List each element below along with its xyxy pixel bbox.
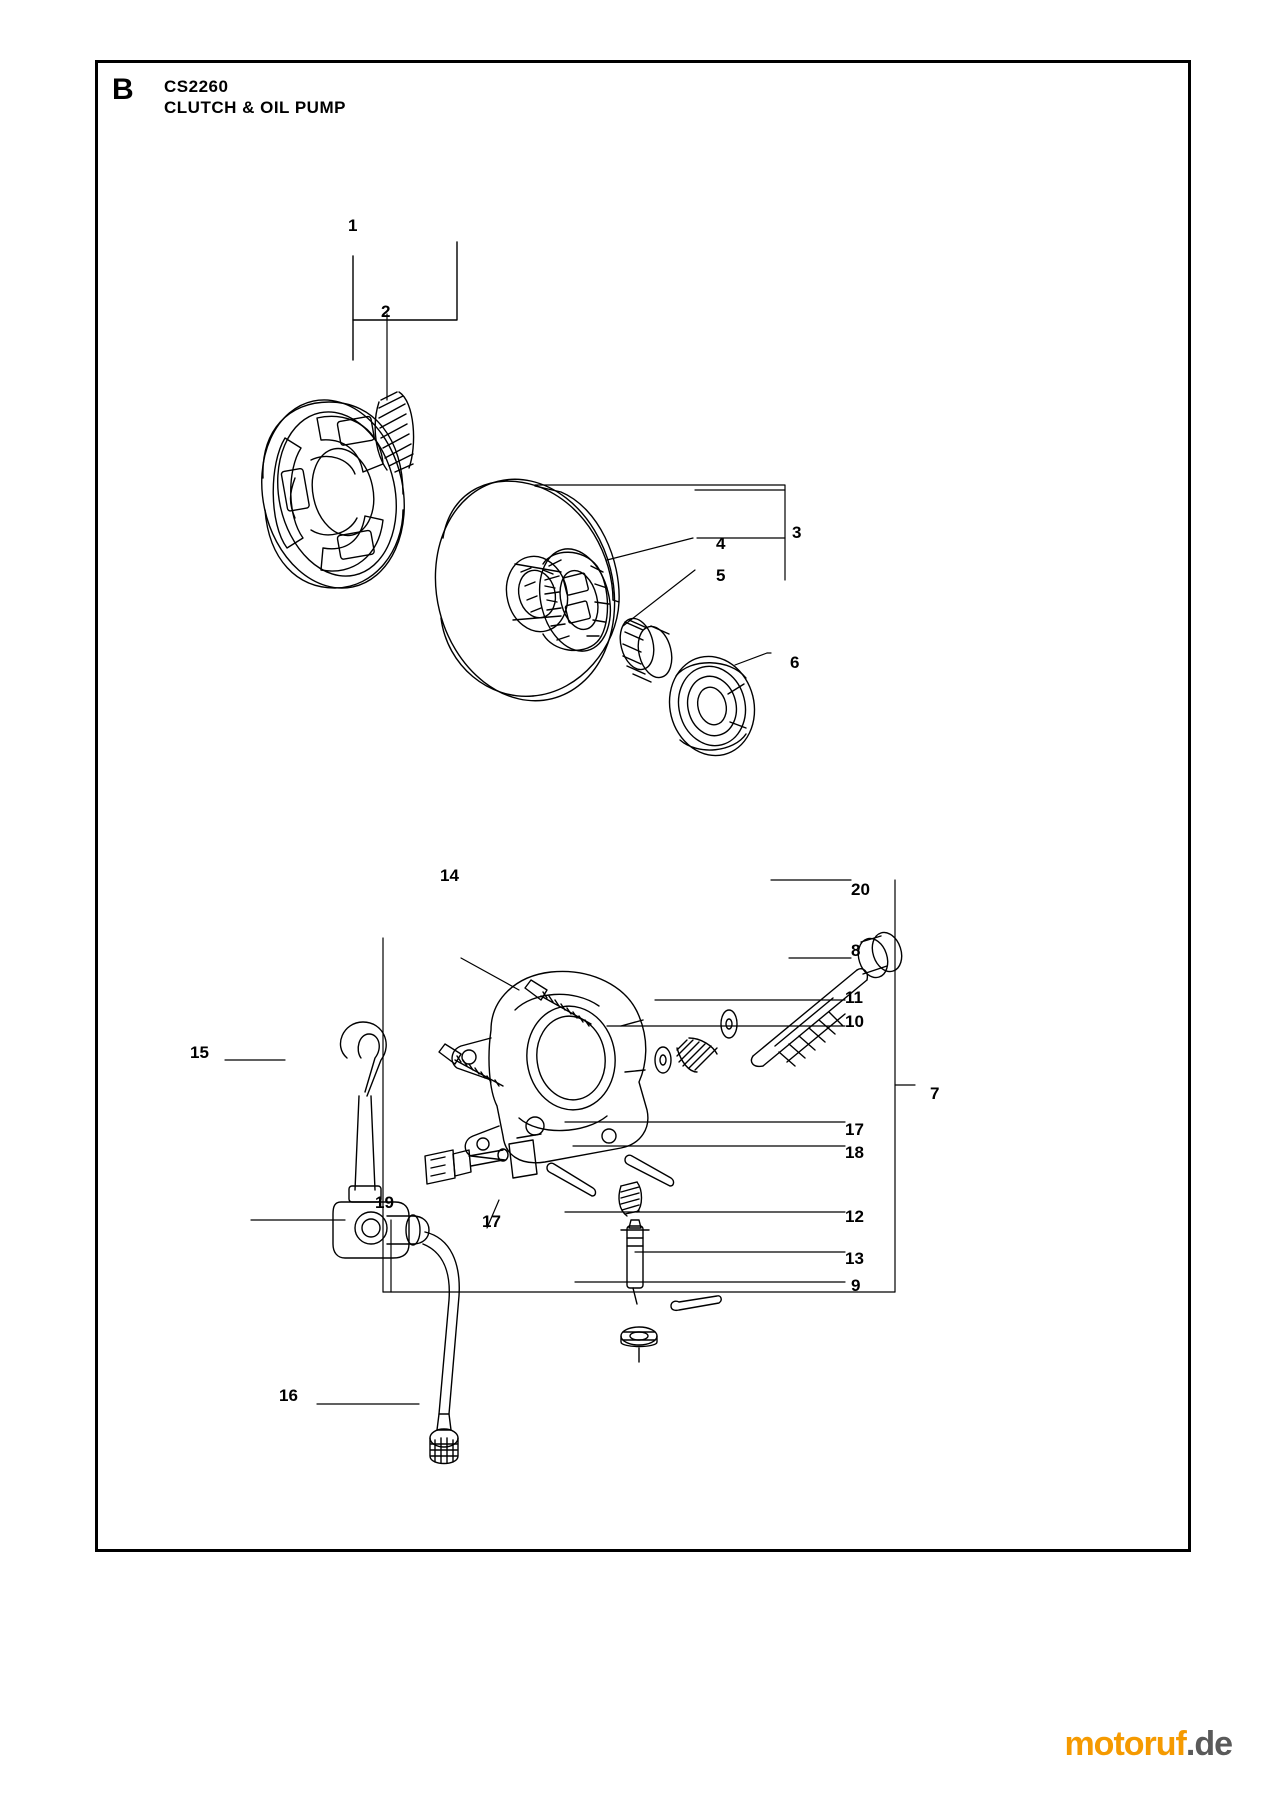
callout-19: 19 <box>375 1193 394 1212</box>
callout-10: 10 <box>845 1012 864 1031</box>
callout-5: 5 <box>716 566 726 585</box>
leader-1 <box>353 242 457 320</box>
part-connector-19 <box>425 1134 541 1184</box>
part-spring-18 <box>619 1182 642 1216</box>
part-spring-washer <box>659 647 765 764</box>
leader-5 <box>623 570 695 626</box>
part-screw-14 <box>525 980 591 1026</box>
callout-12: 12 <box>845 1207 864 1226</box>
callout-14: 14 <box>440 866 459 885</box>
callout-4: 4 <box>716 534 726 553</box>
part-pin-13 <box>671 1296 721 1310</box>
section-title: CLUTCH & OIL PUMP <box>164 98 346 117</box>
part-clutch-assembly <box>245 387 421 602</box>
part-pin-17b <box>625 1155 674 1186</box>
part-spring-11 <box>677 1038 717 1072</box>
leader-14 <box>461 958 519 990</box>
callout-3: 3 <box>792 523 802 542</box>
callout-16: 16 <box>279 1386 298 1405</box>
callout-20: 20 <box>851 880 870 899</box>
part-pin-17a <box>547 1163 596 1196</box>
part-oil-hose-assembly <box>333 1022 459 1464</box>
model-code: CS2260 <box>164 77 229 96</box>
callout-15: 15 <box>190 1043 209 1062</box>
part-worm-shaft <box>751 929 906 1067</box>
callout-13: 13 <box>845 1249 864 1268</box>
leader-3a <box>535 485 785 538</box>
callout-11: 11 <box>845 988 863 1007</box>
callout-8: 8 <box>851 941 861 960</box>
leader-6 <box>735 653 767 665</box>
callout-7: 7 <box>930 1084 940 1103</box>
part-oil-pump-housing <box>452 971 648 1162</box>
part-washer-11b <box>721 1010 737 1038</box>
part-clutch-drum <box>413 460 638 720</box>
leader-4 <box>607 538 693 560</box>
site-watermark <box>1064 1725 1232 1764</box>
watermark-brand: motoruf <box>1064 1725 1186 1763</box>
section-letter: B <box>112 73 134 106</box>
callout-2: 2 <box>381 302 391 321</box>
part-washer-10 <box>655 1047 671 1073</box>
callout-6: 6 <box>790 653 800 672</box>
callout-17-left: 17 <box>482 1212 501 1231</box>
callout-9: 9 <box>851 1276 861 1295</box>
watermark-tld: .de <box>1185 1725 1232 1763</box>
exploded-parts-diagram <box>95 60 1191 1552</box>
part-nut-9 <box>621 1327 657 1362</box>
callout-18: 18 <box>845 1143 864 1162</box>
callout-1: 1 <box>348 216 358 235</box>
callout-17: 17 <box>845 1120 864 1139</box>
